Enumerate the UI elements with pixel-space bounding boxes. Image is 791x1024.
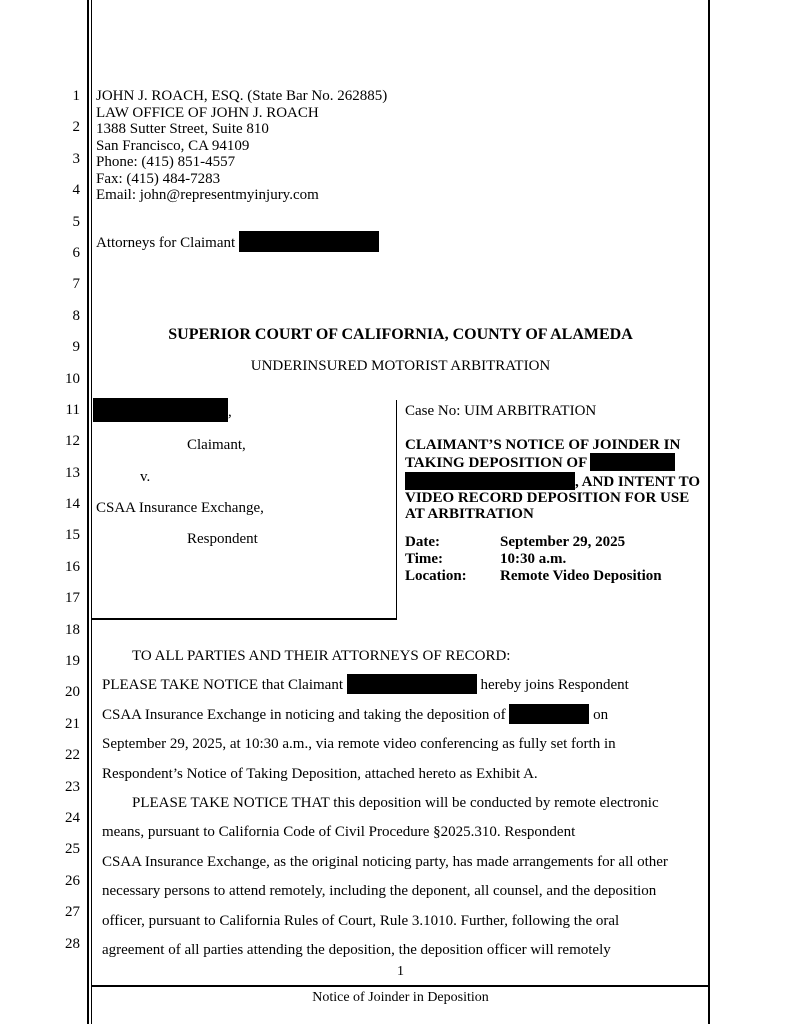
footer-rule [91,985,709,987]
line-number: 17 [65,590,80,607]
right-margin-rule [708,0,710,1024]
deposition-schedule [405,534,705,584]
document-title [405,437,705,522]
line-number: 19 [65,653,80,670]
line-number: 10 [65,370,80,387]
attorneys-for-line [96,231,379,252]
line-number: 16 [65,558,80,575]
line-number: 26 [65,872,80,889]
location-label: Location: [405,567,467,584]
redaction-deponent-name-body [509,704,589,724]
schedule-time-row [405,551,705,568]
line-number: 6 [72,244,80,261]
document-title-line2 [405,453,705,471]
line-number: 15 [65,527,80,544]
redaction-claimant-name [239,231,379,252]
line-number-column [0,87,80,966]
salutation-line: TO ALL PARTIES AND THEIR ATTORNEYS OF RECORD: [132,648,511,664]
party-suffix: , [228,404,232,420]
redaction-deponent-name-1 [590,453,675,471]
document-title-line2-text: TAKING DEPOSITION OF [405,455,591,472]
body-line-20-text-a: PLEASE TAKE NOTICE that Claimant [102,677,347,694]
line-number: 8 [72,307,80,324]
caption-versus: v. [140,469,151,485]
document-title-line3-text: , AND INTENT TO [575,473,701,490]
location-value: Remote Video Deposition [500,567,662,584]
line-number: 1 [72,88,80,104]
line-number: 21 [65,715,80,732]
caption-claimant-party [93,398,232,422]
caption-divider-vertical [396,400,397,620]
time-label: Time: [405,551,444,568]
case-number: Case No: UIM ARBITRATION [405,403,597,419]
body-text [102,645,708,968]
line-number: 23 [65,778,80,795]
body-line-29: agreement of all parties attending the deposition, the deposition officer will remotely [102,941,611,958]
line-number: 11 [65,401,80,418]
body-line-20-text-b: hereby joins Respondent [476,677,629,694]
attorney-contact-block [96,88,387,204]
schedule-date-row [405,534,705,551]
body-line-21-text-a: CSAA Insurance Exchange in noticing and taking the deposition of [102,706,510,723]
line-number: 24 [65,809,80,826]
fax-line: Fax: (415) 484-7283 [96,170,221,187]
redaction-claimant-name-body [347,674,477,694]
body-line-20 [102,674,708,703]
caption-respondent-label: Respondent [187,531,258,547]
email-line: Email: john@representmyinjury.com [96,187,319,203]
firm-name: LAW OFFICE OF JOHN J. ROACH [96,104,319,121]
date-label: Date: [405,534,440,551]
line-number: 7 [72,276,80,293]
city-state-zip: San Francisco, CA 94109 [96,137,250,154]
caption-box-bottom-rule [91,618,397,620]
line-number: 28 [65,935,80,952]
line-number: 3 [72,150,80,167]
line-number: 22 [65,747,80,764]
caption-respondent-name: CSAA Insurance Exchange, [96,500,264,516]
attorney-name: JOHN J. ROACH, ESQ. (State Bar No. 262885) [96,88,388,104]
body-line-28: officer, pursuant to California Rules of Court, Rule 3.1010. Further, following the oral [102,912,620,929]
caption-right-column [405,403,705,584]
document-title-line3 [405,472,705,490]
body-line-21-text-b: on [589,706,609,723]
line-number: 12 [65,433,80,450]
line-number: 4 [72,182,80,199]
line-number: 20 [65,684,80,701]
line-number: 5 [72,213,80,230]
body-line-27: necessary persons to attend remotely, including the deponent, all counsel, and the deposition [102,883,657,900]
body-line-25: means, pursuant to California Code of Civil Procedure §2025.310. Respondent [102,824,576,841]
document-title-line4: VIDEO RECORD DEPOSITION FOR USE [405,489,690,506]
body-line-26: CSAA Insurance Exchange, as the original noticing party, has made arrangements for all other [102,853,668,870]
left-margin-rule-outer [87,0,89,1024]
line-number: 27 [65,904,80,921]
street-address: 1388 Sutter Street, Suite 810 [96,121,269,137]
time-value: 10:30 a.m. [500,551,567,568]
document-title-line5: AT ARBITRATION [405,506,534,523]
line-number: 25 [65,841,80,858]
caption-claimant-label: Claimant, [187,437,246,453]
court-name: SUPERIOR COURT OF CALIFORNIA, COUNTY OF ALAMEDA [168,326,633,343]
page-number: 1 [397,964,404,979]
phone-line: Phone: (415) 851-4557 [96,154,236,170]
line-number: 18 [65,621,80,638]
line-number: 9 [72,339,80,356]
body-line-22: September 29, 2025, at 10:30 a.m., via remote video conferencing as fully set forth in [102,736,616,753]
redaction-party-name [93,398,228,422]
date-value: September 29, 2025 [500,534,626,551]
line-number: 13 [65,464,80,481]
line-number: 14 [65,496,80,513]
schedule-location-row [405,568,705,585]
redaction-deponent-name-2 [405,472,575,490]
footer-document-title: Notice of Joinder in Deposition [312,990,489,1005]
left-margin-rule-inner [91,0,92,1024]
body-line-23: Respondent’s Notice of Taking Deposition, attached hereto as Exhibit A. [102,765,538,782]
attorneys-for-label: Attorneys for Claimant [96,235,236,251]
document-title-line1: CLAIMANT’S NOTICE OF JOINDER IN [405,437,681,453]
body-line-24: PLEASE TAKE NOTICE THAT this deposition will be conducted by remote electronic [132,794,659,811]
line-number: 2 [72,119,80,136]
body-line-21 [102,704,708,733]
court-division: UNDERINSURED MOTORIST ARBITRATION [250,358,551,374]
